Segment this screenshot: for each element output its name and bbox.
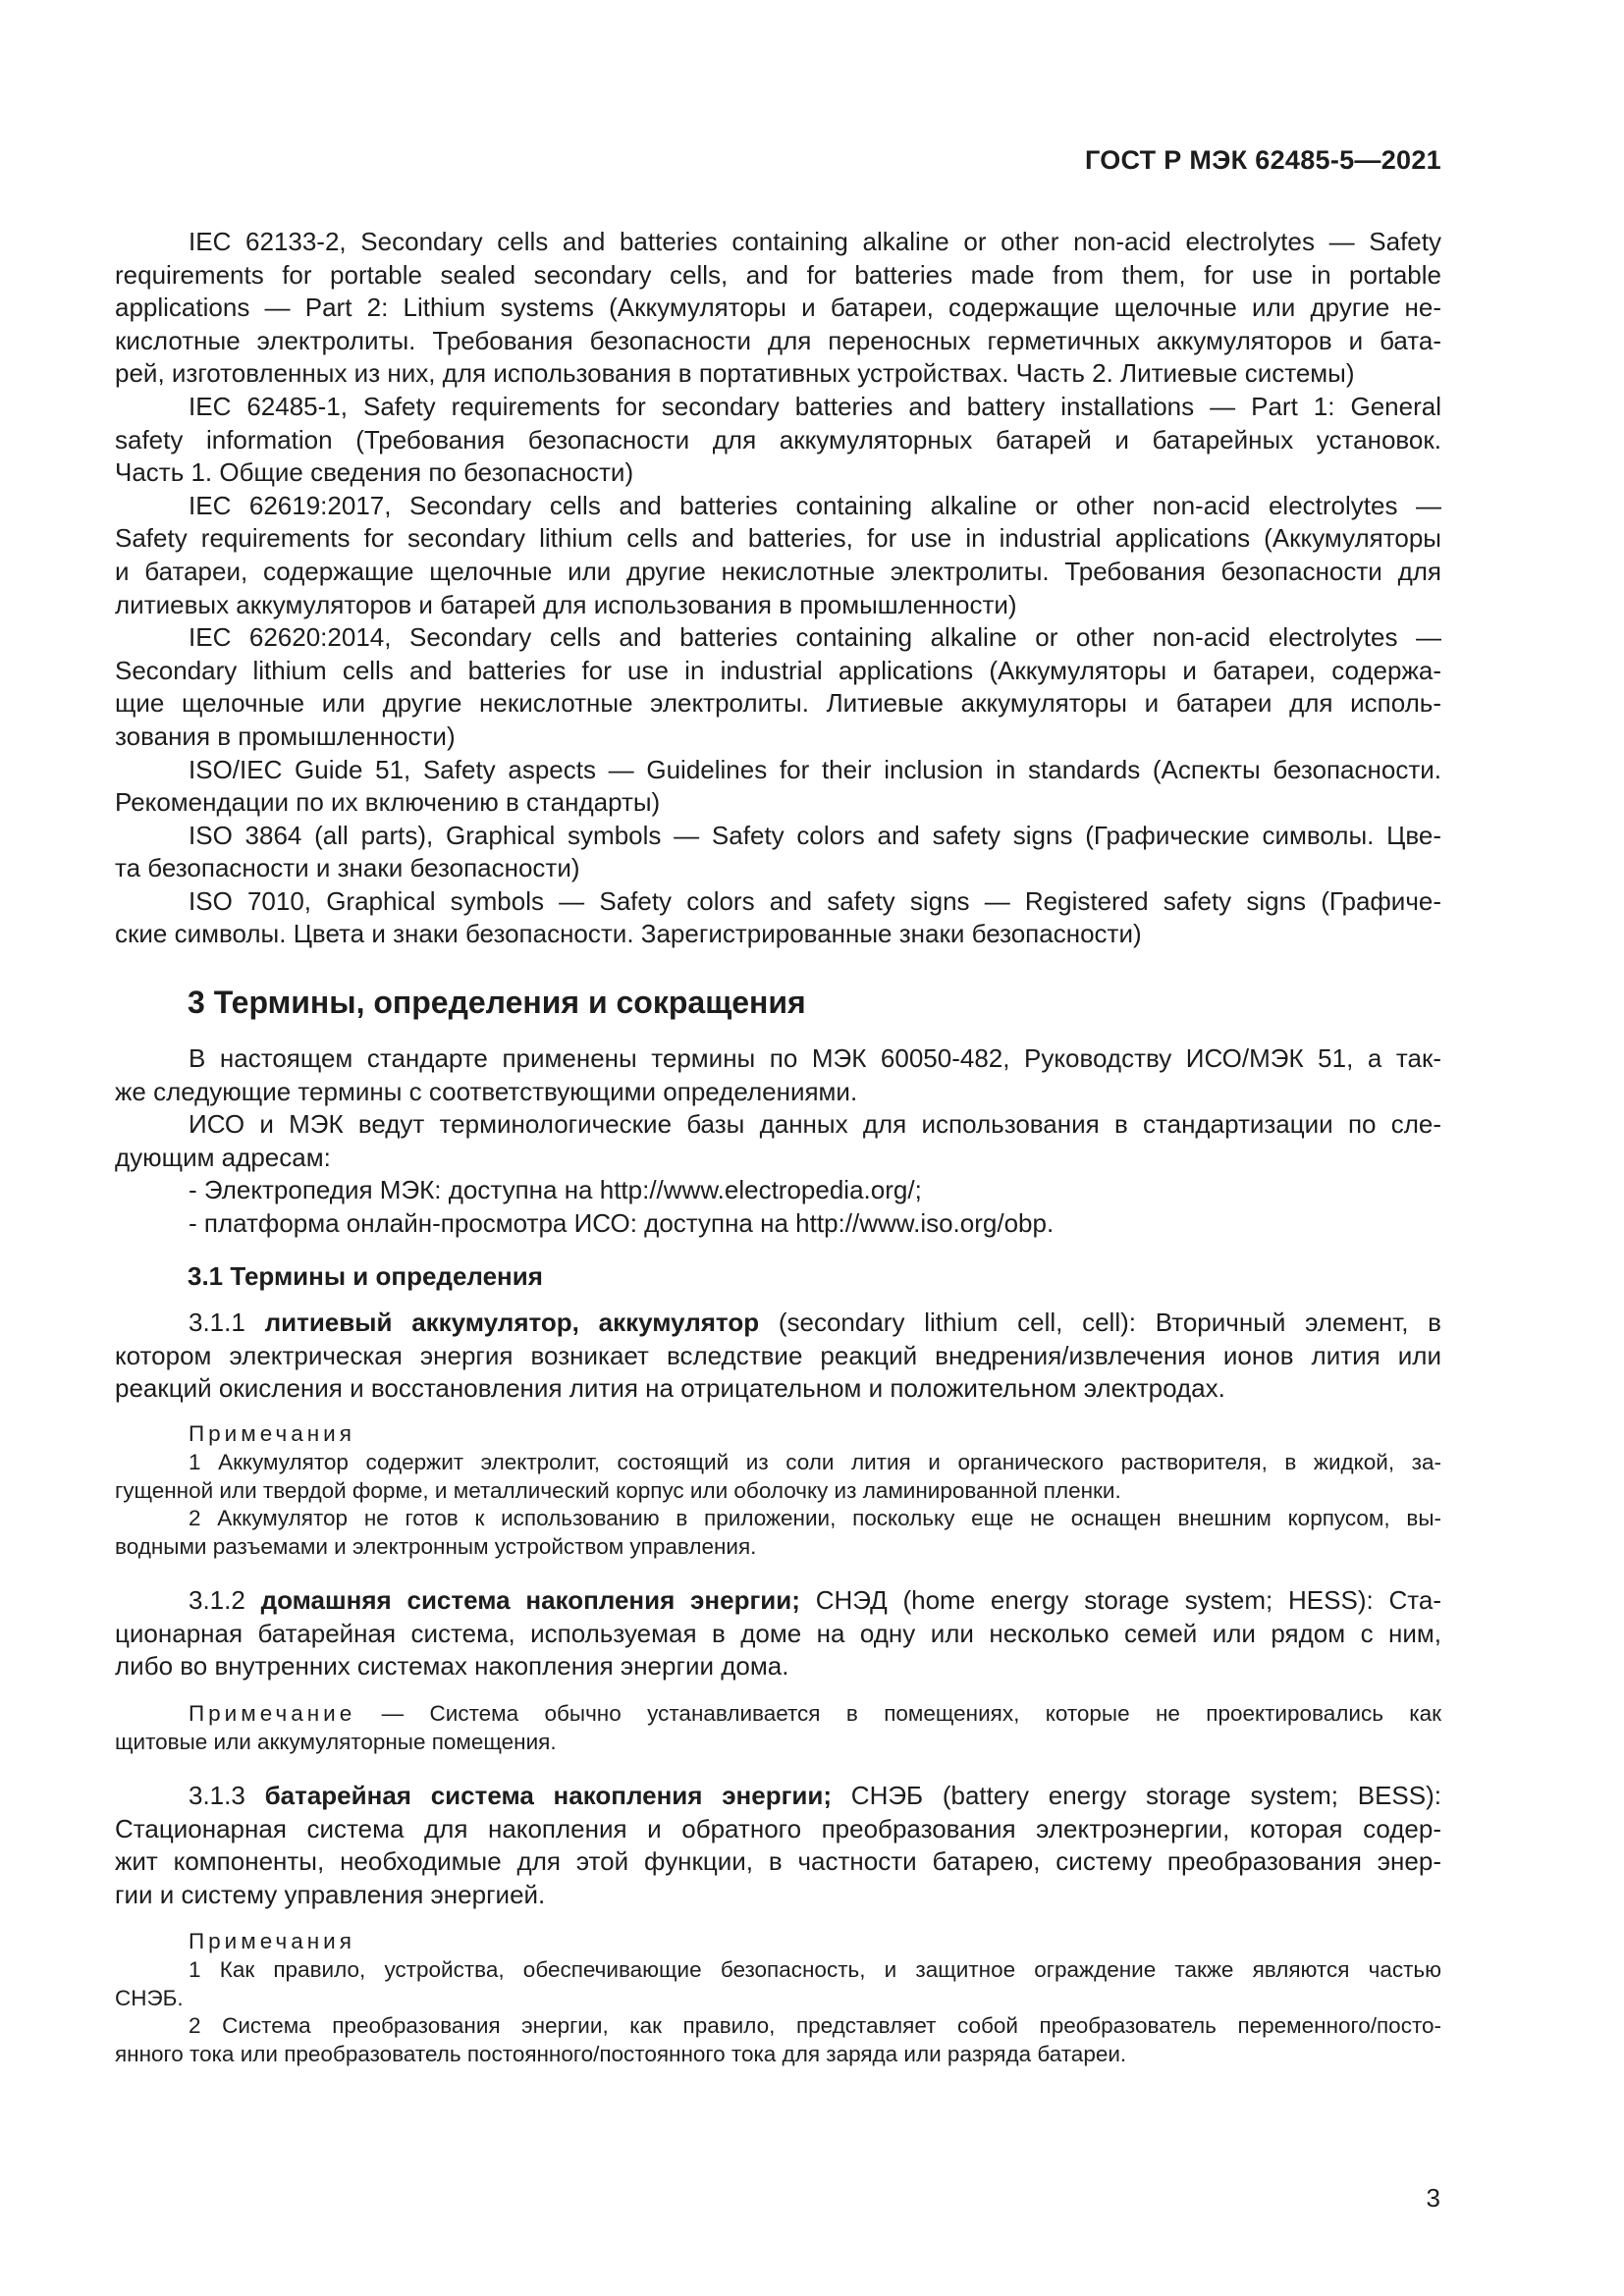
reference-entry bbox=[115, 391, 1441, 490]
term-line: котором электрическая энергия возникает вследствие реакций внедрения/извлечения ионов лития или bbox=[115, 1340, 1441, 1370]
reference-line: IEC 62619:2017, Secondary cells and batteries containing alkaline or other non-acid electrolytes — bbox=[189, 490, 1441, 520]
reference-line: ISO 3864 (all parts), Graphical symbols — Safety colors and safety signs (Графические символы. Цве- bbox=[189, 820, 1441, 850]
note-label: Примечание bbox=[189, 1701, 356, 1726]
term-entry-3-1-2 bbox=[115, 1584, 1441, 1683]
reference-line: safety information (Требования безопасности для аккумуляторных батарей и батарейных установок. bbox=[115, 424, 1441, 454]
term-line bbox=[115, 1584, 1441, 1618]
reference-entry bbox=[115, 226, 1441, 391]
reference-line: Рекомендации по их включению в стандарты) bbox=[115, 787, 661, 818]
term-line: ционарная батарейная система, используемая в доме на одну или несколько семей или рядом с ним, bbox=[115, 1618, 1441, 1648]
term-line: реакций окисления и восстановления лития на отрицательном и положительном электродах. bbox=[115, 1373, 1225, 1404]
term-name: батарейная система накопления энергии; bbox=[264, 1781, 833, 1810]
reference-line: кислотные электролиты. Требования безопасности для переносных герметичных аккумуляторов и бата- bbox=[115, 325, 1441, 355]
note-line: щитовые или аккумуляторные помещения. bbox=[115, 1729, 557, 1754]
reference-line: ские символы. Цвета и знаки безопасности. Зарегистрированные знаки безопасности) bbox=[115, 919, 1142, 949]
document-id-header: ГОСТ Р МЭК 62485-5—2021 bbox=[1084, 145, 1441, 175]
reference-line: ISO/IEC Guide 51, Safety aspects — Guidelines for their inclusion in standards (Аспекты безопасности. bbox=[189, 754, 1441, 784]
reference-line: IEC 62485-1, Safety requirements for secondary batteries and battery installations — Part 1: General bbox=[189, 391, 1441, 421]
term-notes-3-1-3 bbox=[115, 1928, 1441, 2069]
note-line: 1 Аккумулятор содержит электролит, состоящий из соли лития и органического растворителя, в жидкой, за- bbox=[189, 1449, 1441, 1474]
database-link-electropedia: - Электропедия МЭК: доступна на http://www.electropedia.org/; bbox=[189, 1175, 922, 1205]
term-note-3-1-2 bbox=[115, 1700, 1441, 1757]
note-line bbox=[115, 1700, 1441, 1729]
term-line bbox=[115, 1780, 1441, 1813]
term-line bbox=[115, 1307, 1441, 1340]
note-dash: — bbox=[355, 1701, 430, 1726]
term-entry-3-1-1 bbox=[115, 1307, 1441, 1406]
reference-line: IEC 62133-2, Secondary cells and batteries containing alkaline or other non-acid electrolytes — Safety bbox=[189, 227, 1441, 256]
reference-line: ISO 7010, Graphical symbols — Safety colors and safety signs — Registered safety signs (Графиче- bbox=[189, 885, 1441, 916]
term-number: 3.1.1 bbox=[189, 1308, 265, 1337]
notes-label: Примечания bbox=[189, 1929, 355, 1953]
term-definition-start: (secondary lithium cell, cell): Вторичный элемент, в bbox=[759, 1308, 1441, 1337]
term-line: либо во внутренних системах накопления энергии дома. bbox=[115, 1651, 789, 1682]
note-line: гущенной или твердой форме, и металлический корпус или оболочку из ламинированной пленки. bbox=[115, 1477, 1121, 1503]
term-line: Стационарная система для накопления и обратного преобразования электроэнергии, которая содер- bbox=[115, 1813, 1441, 1843]
reference-line: requirements for portable sealed secondary cells, and for batteries made from them, for use in portable bbox=[115, 259, 1441, 290]
intro-line: В настоящем стандарте применены термины по МЭК 60050-482, Руководству ИСО/МЭК 51, а так- bbox=[189, 1043, 1441, 1073]
page-number: 3 bbox=[1426, 2183, 1440, 2213]
note-line: 2 Аккумулятор не готов к использованию в приложении, поскольку еще не оснащен внешним корпусом, вы- bbox=[189, 1506, 1441, 1531]
notes-label: Примечания bbox=[189, 1421, 355, 1446]
note-line: 1 Как правило, устройства, обеспечивающие безопасность, и защитное ограждение также являются частью bbox=[189, 1956, 1441, 1982]
term-number: 3.1.3 bbox=[189, 1781, 265, 1810]
reference-line: щие щелочные или другие некислотные электролиты. Литиевые аккумуляторы и батареи для исполь- bbox=[115, 688, 1441, 719]
term-definition-start: СНЭБ (battery energy storage system; BESS): bbox=[832, 1781, 1441, 1810]
term-entry-3-1-3 bbox=[115, 1780, 1441, 1911]
reference-entry bbox=[115, 621, 1441, 753]
note-text: Система обычно устанавливается в помещениях, которые не проектировались как bbox=[429, 1701, 1441, 1726]
term-number: 3.1.2 bbox=[189, 1585, 261, 1615]
section-heading: 3 Термины, определения и сокращения bbox=[188, 985, 806, 1020]
reference-entry bbox=[115, 754, 1441, 820]
references-list bbox=[115, 226, 1441, 951]
note-line: водными разъемами и электронным устройством управления. bbox=[115, 1534, 757, 1560]
note-line: СНЭБ. bbox=[115, 1985, 184, 2010]
intro-line: дующим адресам: bbox=[115, 1142, 331, 1172]
intro-line: же следующие термины с соответствующими определениями. bbox=[115, 1076, 858, 1106]
reference-line: applications — Part 2: Lithium systems (Аккумуляторы и батареи, содержащие щелочные или другие не- bbox=[115, 293, 1441, 323]
section-intro bbox=[115, 1042, 1441, 1241]
term-definition-start: СНЭД (home energy storage system; HESS): Ста- bbox=[799, 1585, 1441, 1615]
note-line: янного тока или преобразователь постоянного/постоянного тока для заряда или разряда батареи. bbox=[115, 2042, 1127, 2067]
reference-line: рей, изготовленных из них, для использования в портативных устройствах. Часть 2. Литиевые системы) bbox=[115, 358, 1355, 389]
reference-line: IEC 62620:2014, Secondary cells and batteries containing alkaline or other non-acid electrolytes — bbox=[189, 622, 1441, 653]
reference-entry bbox=[115, 885, 1441, 951]
reference-line: зования в промышленности) bbox=[115, 721, 456, 751]
reference-line: та безопасности и знаки безопасности) bbox=[115, 853, 580, 883]
database-link-iso-obp: - платформа онлайн-просмотра ИСО: доступна на http://www.iso.org/obp. bbox=[189, 1207, 1055, 1238]
intro-line: ИСО и МЭК ведут терминологические базы данных для использования в стандартизации по сле- bbox=[189, 1109, 1441, 1140]
reference-line: Secondary lithium cells and batteries for use in industrial applications (Аккумуляторы и батареи, содержа- bbox=[115, 655, 1441, 685]
note-line: 2 Система преобразования энергии, как правило, представляет собой преобразователь переменного/посто- bbox=[189, 2013, 1441, 2039]
subsection-heading: 3.1 Термины и определения bbox=[188, 1261, 543, 1291]
reference-line: Часть 1. Общие сведения по безопасности) bbox=[115, 457, 634, 488]
reference-entry bbox=[115, 820, 1441, 885]
reference-line: Safety requirements for secondary lithium cells and batteries, for use in industrial applications (Аккумуляторы bbox=[115, 523, 1441, 554]
term-notes-3-1-1 bbox=[115, 1420, 1441, 1562]
reference-line: и батареи, содержащие щелочные или другие некислотные электролиты. Требования безопасности для bbox=[115, 556, 1441, 586]
term-line: жит компоненты, необходимые для этой функции, в частности батарею, систему преобразования энер- bbox=[115, 1846, 1441, 1877]
reference-entry bbox=[115, 490, 1441, 621]
term-name: домашняя система накопления энергии; bbox=[260, 1585, 800, 1615]
term-line: гии и систему управления энергией. bbox=[115, 1879, 546, 1909]
reference-line: литиевых аккумуляторов и батарей для использования в промышленности) bbox=[115, 589, 1017, 619]
term-name: литиевый аккумулятор, аккумулятор bbox=[264, 1308, 760, 1337]
